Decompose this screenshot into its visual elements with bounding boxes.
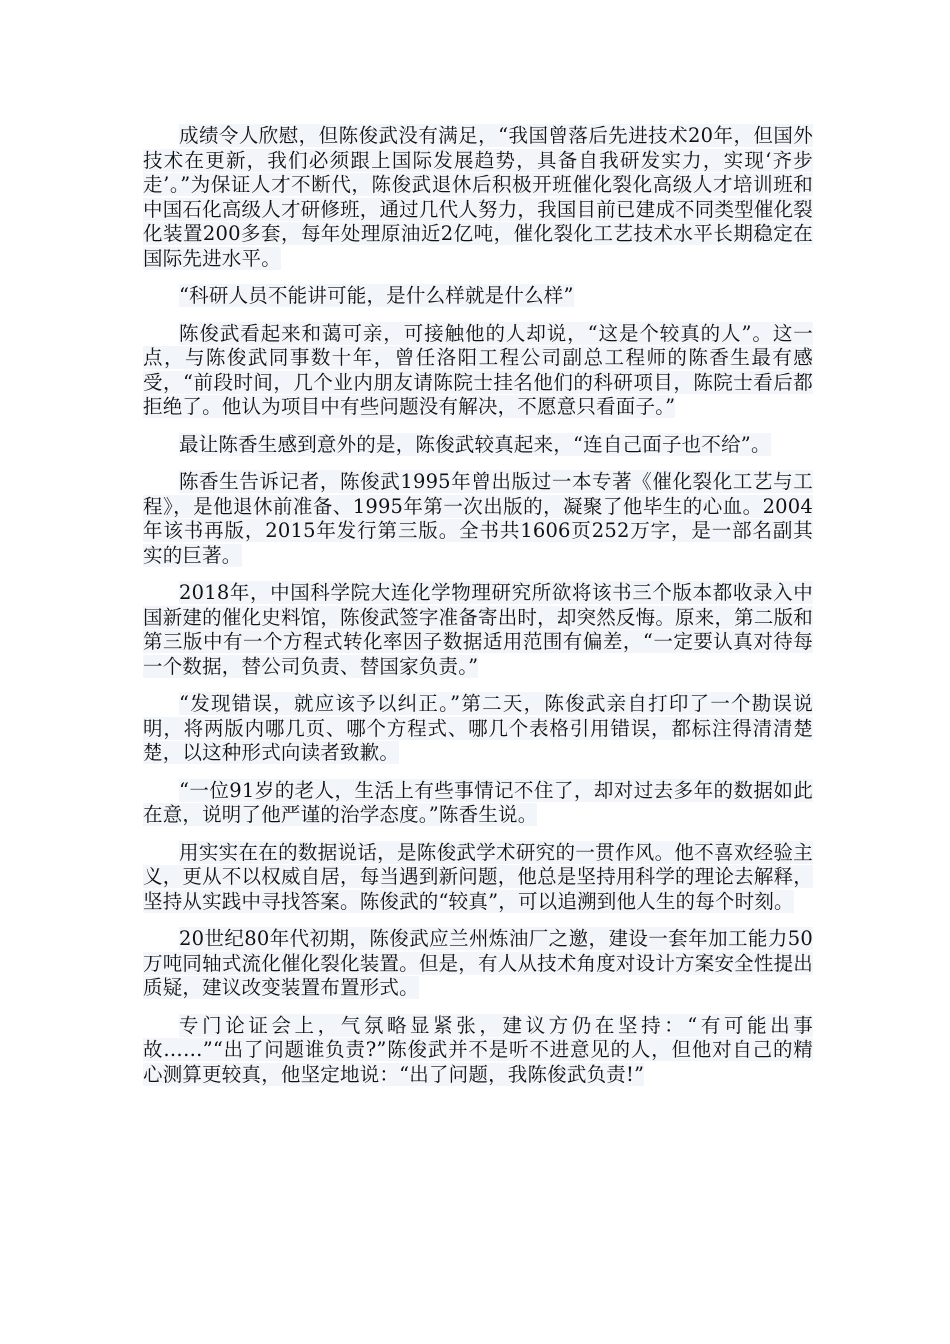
paragraph [143, 322, 813, 420]
article-body [143, 124, 813, 1100]
paragraph-text: “一位91岁的老人，生活上有些事情记不住了，却对过去多年的数据如此在意，说明了他严谨的治学态度。”陈香生说。 [143, 778, 813, 826]
paragraph [143, 1014, 813, 1088]
paragraph [143, 779, 813, 828]
paragraph [143, 841, 813, 915]
paragraph [143, 124, 813, 271]
paragraph-text: 专门论证会上，气氛略显紧张，建议方仍在坚持：“有可能出事故……”“出了问题谁负责?”陈俊武并不是听不进意见的人，但他对自己的精心测算更较真，他坚定地说：“出了问题，我陈俊武负责!” [143, 1013, 813, 1086]
paragraph [143, 581, 813, 679]
paragraph-text: 20世纪80年代初期，陈俊武应兰州炼油厂之邀，建设一套年加工能力50万吨同轴式流化催化裂化装置。但是，有人从技术角度对设计方案安全性提出质疑，建议改变装置布置形式。 [143, 927, 813, 999]
paragraph-text: 陈俊武看起来和蔼可亲，可接触他的人却说，“这是个较真的人”。这一点，与陈俊武同事数十年，曾任洛阳工程公司副总工程师的陈香生最有感受，“前段时间，几个业内朋友请陈院士挂名他们的科研项目，陈院士看后都拒绝了。他认为项目中有些问题没有解决，不愿意只看面子。” [143, 321, 813, 418]
paragraph-text: 2018年，中国科学院大连化学物理研究所欲将该书三个版本都收录入中国新建的催化史料馆，陈俊武签字准备寄出时，却突然反悔。原来，第二版和第三版中有一个方程式转化率因子数据适用范围有偏差，“一定要认真对待每一个数据，替公司负责、替国家负责。” [143, 581, 813, 678]
paragraph-text: 最让陈香生感到意外的是，陈俊武较真起来，“连自己面子也不给”。 [179, 432, 771, 456]
section-heading-text: “科研人员不能讲可能，是什么样就是什么样” [179, 284, 574, 307]
paragraph [143, 470, 813, 568]
section-heading [143, 284, 813, 309]
paragraph-text: 陈香生告诉记者，陈俊武1995年曾出版过一本专著《催化裂化工艺与工程》，是他退休前准备、1995年第一次出版的，凝聚了他毕生的心血。2004年该书再版，2015年发行第三版。全书共1606页252万字，是一部名副其实的巨著。 [143, 470, 813, 567]
paragraph [143, 692, 813, 766]
paragraph [143, 433, 813, 458]
paragraph-text: 用实实在在的数据说话，是陈俊武学术研究的一贯作风。他不喜欢经验主义，更从不以权威自居，每当遇到新问题，他总是坚持用科学的理论去解释，坚持从实践中寻找答案。陈俊武的“较真”，可以追溯到他人生的每个时刻。 [143, 840, 813, 913]
paragraph-text: “发现错误，就应该予以纠正。”第二天，陈俊武亲自打印了一个勘误说明，将两版内哪几页、哪个方程式、哪几个表格引用错误，都标注得清清楚楚，以这种形式向读者致歉。 [143, 692, 813, 764]
paragraph-text: 成绩令人欣慰，但陈俊武没有满足，“我国曾落后先进技术20年，但国外技术在更新，我们必须跟上国际发展趋势，具备自我研发实力，实现‘齐步走’。”为保证人才不断代，陈俊武退休后积极开班催化裂化高级人才培训班和中国石化高级人才研修班，通过几代人努力，我国目前已建成不同类型催化裂化装置200多套，每年处理原油近2亿吨，催化裂化工艺技术水平长期稳定在国际先进水平。 [143, 124, 813, 270]
paragraph [143, 927, 813, 1001]
